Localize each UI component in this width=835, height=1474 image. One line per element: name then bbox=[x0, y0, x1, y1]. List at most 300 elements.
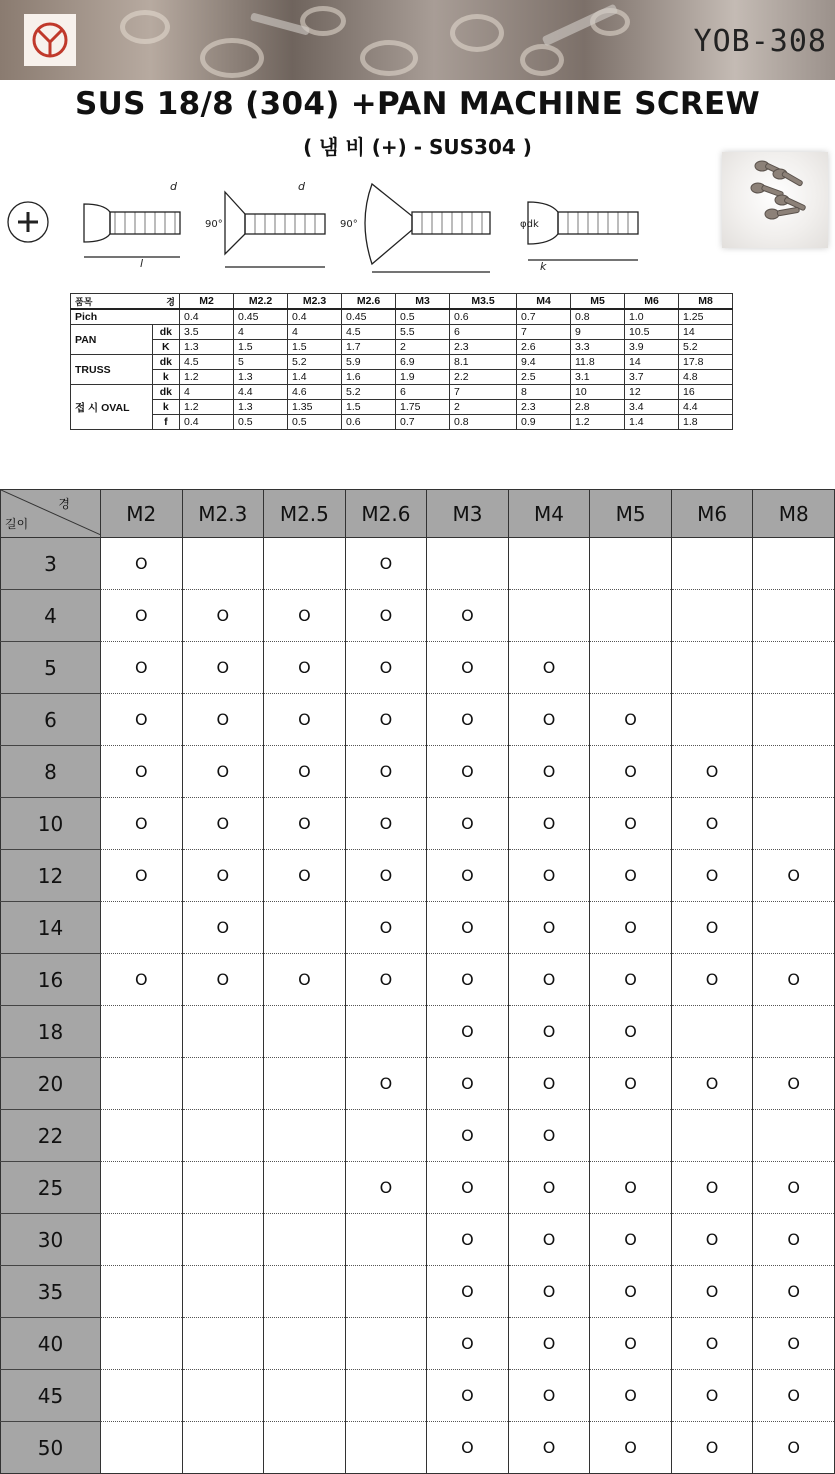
availability-mark: O bbox=[345, 538, 427, 590]
length-cell: 5 bbox=[1, 642, 101, 694]
empty-cell bbox=[753, 798, 835, 850]
spec-value: 2.2 bbox=[450, 370, 517, 385]
spec-row bbox=[71, 385, 733, 400]
availability-mark: O bbox=[345, 798, 427, 850]
spec-value: 1.25 bbox=[679, 309, 733, 325]
availability-mark: O bbox=[427, 1422, 509, 1474]
availability-mark: O bbox=[427, 902, 509, 954]
empty-cell bbox=[671, 1110, 753, 1162]
availability-mark: O bbox=[427, 1058, 509, 1110]
availability-mark: O bbox=[590, 746, 672, 798]
table-row bbox=[1, 694, 835, 746]
screw-head-front-view bbox=[8, 202, 48, 242]
availability-mark: O bbox=[671, 746, 753, 798]
length-cell: 16 bbox=[1, 954, 101, 1006]
label-angle: 90° bbox=[205, 219, 223, 230]
empty-cell bbox=[753, 1006, 835, 1058]
spec-value: 2.3 bbox=[450, 340, 517, 355]
availability-mark: O bbox=[101, 798, 183, 850]
availability-mark: O bbox=[753, 1214, 835, 1266]
availability-mark: O bbox=[427, 1006, 509, 1058]
spec-value: 12 bbox=[625, 385, 679, 400]
availability-mark: O bbox=[508, 1006, 590, 1058]
table-row bbox=[1, 902, 835, 954]
spec-row bbox=[71, 400, 733, 415]
length-cell: 45 bbox=[1, 1370, 101, 1422]
length-cell: 50 bbox=[1, 1422, 101, 1474]
empty-cell bbox=[345, 1110, 427, 1162]
availability-mark: O bbox=[345, 954, 427, 1006]
availability-mark: O bbox=[508, 1370, 590, 1422]
company-logo bbox=[24, 14, 76, 66]
spec-sub-label: dk bbox=[152, 325, 179, 340]
spec-value: 0.5 bbox=[288, 415, 342, 430]
spec-sub-label: dk bbox=[152, 385, 179, 400]
availability-mark: O bbox=[590, 850, 672, 902]
availability-mark: O bbox=[590, 1318, 672, 1370]
spec-value: 1.7 bbox=[342, 340, 396, 355]
spec-value: 2 bbox=[450, 400, 517, 415]
spec-corner-item: 품목 bbox=[75, 296, 93, 307]
corner-label-diameter: 경 bbox=[58, 497, 70, 511]
empty-cell bbox=[182, 538, 264, 590]
availability-mark: O bbox=[182, 850, 264, 902]
washer-graphic bbox=[200, 38, 264, 78]
empty-cell bbox=[671, 694, 753, 746]
availability-mark: O bbox=[671, 1058, 753, 1110]
availability-mark: O bbox=[264, 642, 346, 694]
spec-value: 6 bbox=[450, 325, 517, 340]
availability-mark: O bbox=[590, 1370, 672, 1422]
spec-sub-label: K bbox=[152, 340, 179, 355]
spec-value: 0.4 bbox=[180, 309, 234, 325]
spec-value: 4 bbox=[288, 325, 342, 340]
empty-cell bbox=[590, 642, 672, 694]
spec-value: 0.9 bbox=[517, 415, 571, 430]
availability-mark: O bbox=[427, 1318, 509, 1370]
empty-cell bbox=[264, 538, 346, 590]
availability-mark: O bbox=[345, 642, 427, 694]
availability-mark: O bbox=[590, 1422, 672, 1474]
length-cell: 22 bbox=[1, 1110, 101, 1162]
availability-mark: O bbox=[101, 954, 183, 1006]
dimension-spec-table bbox=[70, 293, 733, 430]
length-cell: 25 bbox=[1, 1162, 101, 1214]
empty-cell bbox=[101, 1110, 183, 1162]
availability-mark: O bbox=[508, 746, 590, 798]
spec-value: 5.5 bbox=[396, 325, 450, 340]
spec-value: 2.8 bbox=[571, 400, 625, 415]
availability-mark: O bbox=[753, 1266, 835, 1318]
spec-value: 2.5 bbox=[517, 370, 571, 385]
length-cell: 3 bbox=[1, 538, 101, 590]
availability-mark: O bbox=[345, 850, 427, 902]
availability-mark: O bbox=[264, 746, 346, 798]
length-cell: 30 bbox=[1, 1214, 101, 1266]
availability-mark: O bbox=[753, 1318, 835, 1370]
empty-cell bbox=[264, 1162, 346, 1214]
label-dk: φdk bbox=[520, 219, 539, 230]
table-row bbox=[1, 1162, 835, 1214]
empty-cell bbox=[182, 1058, 264, 1110]
length-cell: 12 bbox=[1, 850, 101, 902]
spec-value: 4.4 bbox=[679, 400, 733, 415]
spec-corner-cell bbox=[71, 294, 180, 310]
spec-value: 8.1 bbox=[450, 355, 517, 370]
empty-cell bbox=[345, 1006, 427, 1058]
spec-value: 1.35 bbox=[288, 400, 342, 415]
empty-cell bbox=[101, 1214, 183, 1266]
spec-value: 3.7 bbox=[625, 370, 679, 385]
spec-value: 5.2 bbox=[342, 385, 396, 400]
empty-cell bbox=[427, 538, 509, 590]
spec-group-label: 접 시 OVAL bbox=[71, 385, 153, 430]
spec-row bbox=[71, 355, 733, 370]
empty-cell bbox=[508, 590, 590, 642]
spec-value: 7 bbox=[517, 325, 571, 340]
page-title: SUS 18/8 (304) +PAN MACHINE SCREW bbox=[74, 86, 761, 122]
spec-size-header: M2.6 bbox=[342, 294, 396, 310]
length-cell: 18 bbox=[1, 1006, 101, 1058]
table-row bbox=[1, 1058, 835, 1110]
spec-corner-size: 경 bbox=[166, 296, 175, 307]
spec-group-label: TRUSS bbox=[71, 355, 153, 385]
availability-mark: O bbox=[101, 590, 183, 642]
spec-value: 1.2 bbox=[571, 415, 625, 430]
corner-label-length: 길이 bbox=[5, 517, 29, 531]
availability-mark: O bbox=[508, 1422, 590, 1474]
empty-cell bbox=[264, 1214, 346, 1266]
table-row bbox=[1, 1266, 835, 1318]
availability-mark: O bbox=[671, 954, 753, 1006]
table-row bbox=[1, 850, 835, 902]
availability-mark: O bbox=[264, 850, 346, 902]
spec-value: 16 bbox=[679, 385, 733, 400]
table-row bbox=[1, 1214, 835, 1266]
availability-mark: O bbox=[671, 850, 753, 902]
spec-value: 1.3 bbox=[234, 370, 288, 385]
availability-mark: O bbox=[753, 954, 835, 1006]
spec-value: 7 bbox=[450, 385, 517, 400]
size-column-header: M2 bbox=[101, 490, 183, 538]
availability-mark: O bbox=[182, 642, 264, 694]
empty-cell bbox=[101, 1058, 183, 1110]
availability-mark: O bbox=[182, 902, 264, 954]
washer-graphic bbox=[450, 14, 504, 52]
spec-value: 5 bbox=[234, 355, 288, 370]
availability-mark: O bbox=[508, 1266, 590, 1318]
spec-value: 5.2 bbox=[288, 355, 342, 370]
availability-mark: O bbox=[101, 538, 183, 590]
empty-cell bbox=[101, 1422, 183, 1474]
spec-value: 4.5 bbox=[180, 355, 234, 370]
empty-cell bbox=[345, 1266, 427, 1318]
empty-cell bbox=[264, 902, 346, 954]
empty-cell bbox=[671, 590, 753, 642]
availability-mark: O bbox=[508, 1318, 590, 1370]
spec-size-header: M3.5 bbox=[450, 294, 517, 310]
washer-graphic bbox=[120, 10, 170, 44]
availability-mark: O bbox=[753, 1422, 835, 1474]
length-cell: 4 bbox=[1, 590, 101, 642]
spec-size-header: M2 bbox=[180, 294, 234, 310]
spec-value: 1.0 bbox=[625, 309, 679, 325]
empty-cell bbox=[182, 1162, 264, 1214]
length-cell: 40 bbox=[1, 1318, 101, 1370]
spec-value: 4.8 bbox=[679, 370, 733, 385]
table-row bbox=[1, 1006, 835, 1058]
spec-value: 9.4 bbox=[517, 355, 571, 370]
availability-mark: O bbox=[427, 850, 509, 902]
spec-value: 3.1 bbox=[571, 370, 625, 385]
table-row bbox=[1, 538, 835, 590]
empty-cell bbox=[753, 538, 835, 590]
empty-cell bbox=[671, 642, 753, 694]
spec-value: 0.45 bbox=[234, 309, 288, 325]
availability-mark: O bbox=[508, 1162, 590, 1214]
empty-cell bbox=[753, 1110, 835, 1162]
size-column-header: M5 bbox=[590, 490, 672, 538]
empty-cell bbox=[101, 1266, 183, 1318]
empty-cell bbox=[101, 1370, 183, 1422]
availability-mark: O bbox=[508, 1110, 590, 1162]
empty-cell bbox=[264, 1058, 346, 1110]
empty-cell bbox=[101, 1162, 183, 1214]
spec-value: 2 bbox=[396, 340, 450, 355]
logo-icon bbox=[30, 20, 70, 60]
spec-value: 0.6 bbox=[450, 309, 517, 325]
availability-mark: O bbox=[671, 1266, 753, 1318]
spec-value: 14 bbox=[625, 355, 679, 370]
empty-cell bbox=[671, 1006, 753, 1058]
availability-mark: O bbox=[345, 746, 427, 798]
empty-cell bbox=[753, 642, 835, 694]
spec-row bbox=[71, 340, 733, 355]
spec-size-header: M3 bbox=[396, 294, 450, 310]
size-column-header: M2.6 bbox=[345, 490, 427, 538]
spec-value: 0.6 bbox=[342, 415, 396, 430]
page-subtitle: ( 냄 비 (+) - SUS304 ) bbox=[303, 135, 532, 159]
spec-value: 8 bbox=[517, 385, 571, 400]
availability-mark: O bbox=[101, 850, 183, 902]
table-row bbox=[1, 798, 835, 850]
availability-mark: O bbox=[590, 1058, 672, 1110]
empty-cell bbox=[101, 1006, 183, 1058]
table-row bbox=[1, 590, 835, 642]
availability-mark: O bbox=[182, 798, 264, 850]
pan-head-side-view bbox=[84, 180, 180, 270]
table-row bbox=[1, 1370, 835, 1422]
spec-value: 0.8 bbox=[571, 309, 625, 325]
spec-size-header: M6 bbox=[625, 294, 679, 310]
spec-size-header: M2.2 bbox=[234, 294, 288, 310]
spec-value: 2.3 bbox=[517, 400, 571, 415]
spec-value: 17.8 bbox=[679, 355, 733, 370]
spec-value: 3.9 bbox=[625, 340, 679, 355]
size-column-header: M6 bbox=[671, 490, 753, 538]
availability-mark: O bbox=[508, 954, 590, 1006]
spec-value: 1.5 bbox=[288, 340, 342, 355]
size-column-header: M2.5 bbox=[264, 490, 346, 538]
oval-head-side-view bbox=[340, 184, 490, 272]
availability-mark: O bbox=[671, 1318, 753, 1370]
availability-mark: O bbox=[753, 1370, 835, 1422]
table-row bbox=[1, 1318, 835, 1370]
availability-mark: O bbox=[264, 694, 346, 746]
length-cell: 8 bbox=[1, 746, 101, 798]
flat-head-side-view bbox=[205, 180, 325, 267]
availability-mark: O bbox=[427, 590, 509, 642]
availability-mark: O bbox=[345, 1058, 427, 1110]
availability-mark: O bbox=[671, 902, 753, 954]
availability-mark: O bbox=[508, 850, 590, 902]
spec-value: 10.5 bbox=[625, 325, 679, 340]
table-row bbox=[1, 954, 835, 1006]
empty-cell bbox=[753, 902, 835, 954]
availability-mark: O bbox=[508, 694, 590, 746]
empty-cell bbox=[264, 1266, 346, 1318]
spec-value: 1.75 bbox=[396, 400, 450, 415]
spec-row bbox=[71, 415, 733, 430]
spec-value: 0.4 bbox=[288, 309, 342, 325]
label-angle-2: 90° bbox=[340, 219, 358, 230]
spec-size-header: M2.3 bbox=[288, 294, 342, 310]
empty-cell bbox=[182, 1110, 264, 1162]
length-cell: 6 bbox=[1, 694, 101, 746]
spec-row bbox=[71, 309, 733, 325]
spec-row bbox=[71, 370, 733, 385]
table-row bbox=[1, 1110, 835, 1162]
table-row bbox=[1, 1422, 835, 1474]
length-cell: 10 bbox=[1, 798, 101, 850]
availability-mark: O bbox=[264, 954, 346, 1006]
spec-value: 4.4 bbox=[234, 385, 288, 400]
availability-mark: O bbox=[508, 798, 590, 850]
availability-mark: O bbox=[590, 1162, 672, 1214]
empty-cell bbox=[182, 1370, 264, 1422]
product-photo bbox=[722, 152, 828, 248]
spec-value: 6.9 bbox=[396, 355, 450, 370]
availability-mark: O bbox=[671, 1370, 753, 1422]
screws-image bbox=[722, 152, 828, 248]
availability-mark: O bbox=[264, 590, 346, 642]
spec-value: 14 bbox=[679, 325, 733, 340]
availability-mark: O bbox=[427, 694, 509, 746]
empty-cell bbox=[182, 1422, 264, 1474]
empty-cell bbox=[753, 746, 835, 798]
availability-mark: O bbox=[590, 1006, 672, 1058]
label-k: k bbox=[540, 260, 547, 273]
size-column-header: M2.3 bbox=[182, 490, 264, 538]
spec-value: 4.6 bbox=[288, 385, 342, 400]
availability-mark: O bbox=[508, 1214, 590, 1266]
spec-value: 0.7 bbox=[396, 415, 450, 430]
availability-mark: O bbox=[753, 850, 835, 902]
spec-value: 4.5 bbox=[342, 325, 396, 340]
availability-mark: O bbox=[427, 1214, 509, 1266]
availability-mark: O bbox=[508, 642, 590, 694]
availability-mark: O bbox=[101, 746, 183, 798]
empty-cell bbox=[590, 1110, 672, 1162]
spec-value: 9 bbox=[571, 325, 625, 340]
spec-value: 0.5 bbox=[396, 309, 450, 325]
spec-sub-label: k bbox=[152, 370, 179, 385]
spec-group-label: Pich bbox=[71, 309, 180, 325]
empty-cell bbox=[671, 538, 753, 590]
spec-size-header: M8 bbox=[679, 294, 733, 310]
spec-value: 6 bbox=[396, 385, 450, 400]
empty-cell bbox=[101, 902, 183, 954]
spec-value: 10 bbox=[571, 385, 625, 400]
empty-cell bbox=[753, 590, 835, 642]
washer-graphic bbox=[520, 44, 564, 76]
spec-value: 1.5 bbox=[342, 400, 396, 415]
pan-head-detail-view bbox=[520, 202, 638, 273]
availability-mark: O bbox=[671, 1422, 753, 1474]
spec-value: 1.3 bbox=[234, 400, 288, 415]
spec-group-label: PAN bbox=[71, 325, 153, 355]
size-column-header: M4 bbox=[508, 490, 590, 538]
empty-cell bbox=[264, 1318, 346, 1370]
length-cell: 35 bbox=[1, 1266, 101, 1318]
availability-mark: O bbox=[101, 694, 183, 746]
empty-cell bbox=[345, 1318, 427, 1370]
empty-cell bbox=[345, 1370, 427, 1422]
availability-mark: O bbox=[671, 1162, 753, 1214]
spec-value: 1.6 bbox=[342, 370, 396, 385]
spec-value: 1.9 bbox=[396, 370, 450, 385]
empty-cell bbox=[182, 1318, 264, 1370]
empty-cell bbox=[590, 538, 672, 590]
spec-value: 1.8 bbox=[679, 415, 733, 430]
availability-mark: O bbox=[427, 798, 509, 850]
availability-mark: O bbox=[427, 1110, 509, 1162]
availability-mark: O bbox=[182, 590, 264, 642]
spec-sub-label: f bbox=[152, 415, 179, 430]
availability-mark: O bbox=[671, 1214, 753, 1266]
length-cell: 14 bbox=[1, 902, 101, 954]
empty-cell bbox=[345, 1214, 427, 1266]
spec-value: 1.4 bbox=[288, 370, 342, 385]
availability-mark: O bbox=[590, 798, 672, 850]
availability-mark: O bbox=[671, 798, 753, 850]
length-availability-table bbox=[0, 489, 835, 1474]
empty-cell bbox=[264, 1422, 346, 1474]
empty-cell bbox=[345, 1422, 427, 1474]
spec-value: 0.45 bbox=[342, 309, 396, 325]
availability-mark: O bbox=[345, 1162, 427, 1214]
availability-mark: O bbox=[753, 1162, 835, 1214]
spec-value: 5.2 bbox=[679, 340, 733, 355]
spec-value: 1.3 bbox=[180, 340, 234, 355]
spec-value: 1.2 bbox=[180, 400, 234, 415]
spec-size-header: M4 bbox=[517, 294, 571, 310]
availability-mark: O bbox=[427, 1266, 509, 1318]
availability-mark: O bbox=[590, 1214, 672, 1266]
header-banner bbox=[0, 0, 835, 80]
availability-mark: O bbox=[101, 642, 183, 694]
availability-mark: O bbox=[264, 798, 346, 850]
empty-cell bbox=[182, 1006, 264, 1058]
empty-cell bbox=[753, 694, 835, 746]
availability-mark: O bbox=[590, 902, 672, 954]
availability-mark: O bbox=[182, 954, 264, 1006]
availability-mark: O bbox=[427, 1370, 509, 1422]
availability-mark: O bbox=[345, 694, 427, 746]
spec-value: 0.5 bbox=[234, 415, 288, 430]
length-cell: 20 bbox=[1, 1058, 101, 1110]
spec-value: 11.8 bbox=[571, 355, 625, 370]
